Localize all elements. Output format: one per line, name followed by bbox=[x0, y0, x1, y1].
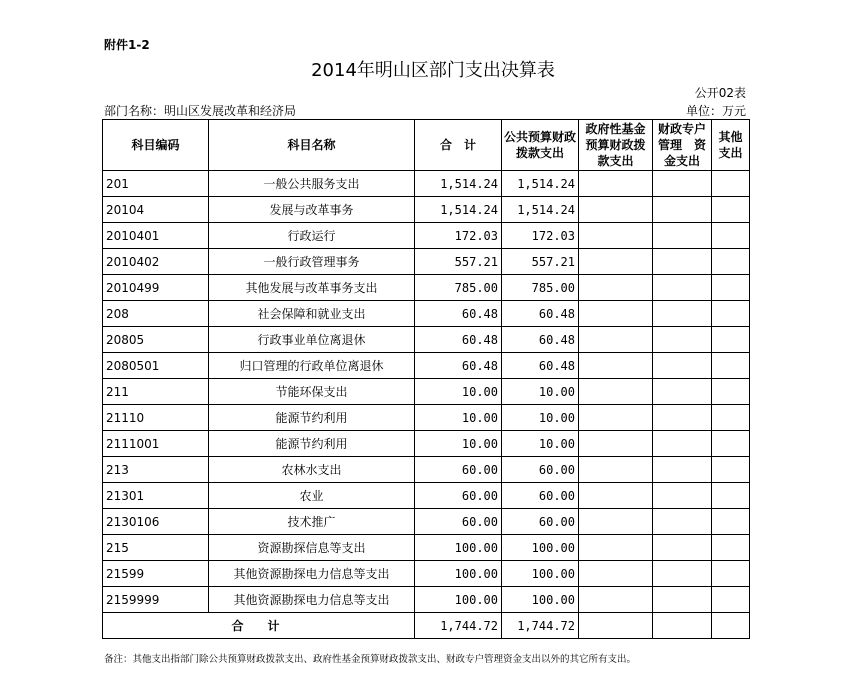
cell-total: 10.00 bbox=[415, 431, 502, 457]
cell-gov-fund bbox=[579, 431, 653, 457]
cell-total: 10.00 bbox=[415, 379, 502, 405]
cell-special bbox=[653, 249, 712, 275]
cell-public-budget: 100.00 bbox=[502, 561, 579, 587]
cell-code: 2010499 bbox=[103, 275, 209, 301]
cell-gov-fund bbox=[579, 457, 653, 483]
cell-gov-fund bbox=[579, 587, 653, 613]
table-row bbox=[103, 171, 750, 197]
cell-total: 60.48 bbox=[415, 327, 502, 353]
cell-name: 其他资源勘探电力信息等支出 bbox=[209, 587, 415, 613]
cell-code: 21301 bbox=[103, 483, 209, 509]
cell-code: 215 bbox=[103, 535, 209, 561]
cell-code: 21110 bbox=[103, 405, 209, 431]
form-number: 公开02表 bbox=[694, 86, 746, 100]
cell-name: 发展与改革事务 bbox=[209, 197, 415, 223]
cell-other bbox=[712, 197, 750, 223]
cell-gov-fund bbox=[579, 561, 653, 587]
table-row bbox=[103, 405, 750, 431]
cell-public-budget: 1,514.24 bbox=[502, 171, 579, 197]
cell-special bbox=[653, 535, 712, 561]
cell-other bbox=[712, 327, 750, 353]
cell-gov-fund bbox=[579, 249, 653, 275]
cell-other bbox=[712, 379, 750, 405]
expenditure-table bbox=[102, 119, 750, 639]
footnote: 备注：其他支出指部门除公共预算财政拨款支出、政府性基金预算财政拨款支出、财政专户管理资金支出以外的其它所有支出。 bbox=[104, 654, 637, 665]
cell-gov-fund bbox=[579, 405, 653, 431]
cell-name: 节能环保支出 bbox=[209, 379, 415, 405]
cell-public-budget: 60.48 bbox=[502, 353, 579, 379]
cell-name: 行政事业单位离退休 bbox=[209, 327, 415, 353]
total-label: 合 计 bbox=[103, 613, 415, 639]
cell-other bbox=[712, 457, 750, 483]
table-header-row bbox=[103, 120, 750, 171]
cell-code: 2130106 bbox=[103, 509, 209, 535]
cell-public-budget: 60.00 bbox=[502, 509, 579, 535]
table-row bbox=[103, 197, 750, 223]
table-row bbox=[103, 379, 750, 405]
cell-name: 一般行政管理事务 bbox=[209, 249, 415, 275]
cell-code: 2111001 bbox=[103, 431, 209, 457]
cell-other bbox=[712, 223, 750, 249]
table-row bbox=[103, 587, 750, 613]
cell-special bbox=[653, 197, 712, 223]
cell-total: 1,514.24 bbox=[415, 197, 502, 223]
cell-code: 211 bbox=[103, 379, 209, 405]
cell-public-budget: 100.00 bbox=[502, 587, 579, 613]
cell-other bbox=[712, 249, 750, 275]
cell-special bbox=[653, 353, 712, 379]
cell-other bbox=[712, 509, 750, 535]
table-row bbox=[103, 535, 750, 561]
cell-public-budget: 10.00 bbox=[502, 431, 579, 457]
total-value: 1,744.72 bbox=[415, 613, 502, 639]
cell-other bbox=[712, 431, 750, 457]
header-total: 合 计 bbox=[415, 120, 502, 171]
cell-gov-fund bbox=[579, 483, 653, 509]
cell-public-budget: 60.00 bbox=[502, 457, 579, 483]
cell-other bbox=[712, 483, 750, 509]
total-special bbox=[653, 613, 712, 639]
cell-special bbox=[653, 483, 712, 509]
cell-gov-fund bbox=[579, 197, 653, 223]
cell-other bbox=[712, 535, 750, 561]
table-row bbox=[103, 275, 750, 301]
cell-total: 100.00 bbox=[415, 587, 502, 613]
cell-other bbox=[712, 171, 750, 197]
cell-total: 100.00 bbox=[415, 561, 502, 587]
cell-public-budget: 557.21 bbox=[502, 249, 579, 275]
table-row bbox=[103, 353, 750, 379]
cell-name: 归口管理的行政单位离退休 bbox=[209, 353, 415, 379]
cell-other bbox=[712, 275, 750, 301]
cell-name: 其他资源勘探电力信息等支出 bbox=[209, 561, 415, 587]
cell-other bbox=[712, 405, 750, 431]
cell-total: 172.03 bbox=[415, 223, 502, 249]
cell-gov-fund bbox=[579, 509, 653, 535]
cell-total: 60.48 bbox=[415, 301, 502, 327]
table-row bbox=[103, 301, 750, 327]
cell-gov-fund bbox=[579, 301, 653, 327]
cell-code: 2010402 bbox=[103, 249, 209, 275]
cell-gov-fund bbox=[579, 223, 653, 249]
cell-code: 201 bbox=[103, 171, 209, 197]
cell-special bbox=[653, 561, 712, 587]
cell-public-budget: 10.00 bbox=[502, 379, 579, 405]
cell-special bbox=[653, 171, 712, 197]
cell-public-budget: 785.00 bbox=[502, 275, 579, 301]
table-row bbox=[103, 561, 750, 587]
total-row bbox=[103, 613, 750, 639]
unit-label: 单位：万元 bbox=[685, 104, 746, 118]
cell-special bbox=[653, 327, 712, 353]
cell-public-budget: 10.00 bbox=[502, 405, 579, 431]
cell-code: 21599 bbox=[103, 561, 209, 587]
cell-code: 2010401 bbox=[103, 223, 209, 249]
cell-public-budget: 60.48 bbox=[502, 301, 579, 327]
total-public-budget: 1,744.72 bbox=[502, 613, 579, 639]
cell-total: 60.48 bbox=[415, 353, 502, 379]
cell-name: 农业 bbox=[209, 483, 415, 509]
cell-special bbox=[653, 379, 712, 405]
page-title: 2014年明山区部门支出决算表 bbox=[311, 60, 555, 81]
cell-public-budget: 1,514.24 bbox=[502, 197, 579, 223]
header-public-budget: 公共预算财政拨款支出 bbox=[502, 120, 579, 171]
cell-total: 60.00 bbox=[415, 457, 502, 483]
header-gov-fund: 政府性基金预算财政拨款支出 bbox=[579, 120, 653, 171]
attachment-label: 附件1-2 bbox=[104, 38, 150, 52]
cell-name: 其他发展与改革事务支出 bbox=[209, 275, 415, 301]
table-body bbox=[103, 171, 750, 613]
table-row bbox=[103, 457, 750, 483]
cell-gov-fund bbox=[579, 379, 653, 405]
header-code: 科目编码 bbox=[103, 120, 209, 171]
cell-gov-fund bbox=[579, 275, 653, 301]
cell-special bbox=[653, 457, 712, 483]
cell-special bbox=[653, 223, 712, 249]
cell-code: 213 bbox=[103, 457, 209, 483]
table-row bbox=[103, 223, 750, 249]
cell-public-budget: 172.03 bbox=[502, 223, 579, 249]
cell-total: 100.00 bbox=[415, 535, 502, 561]
total-other bbox=[712, 613, 750, 639]
total-gov-fund bbox=[579, 613, 653, 639]
table-row bbox=[103, 249, 750, 275]
cell-special bbox=[653, 405, 712, 431]
cell-total: 60.00 bbox=[415, 509, 502, 535]
cell-code: 2159999 bbox=[103, 587, 209, 613]
cell-other bbox=[712, 353, 750, 379]
cell-special bbox=[653, 587, 712, 613]
cell-name: 一般公共服务支出 bbox=[209, 171, 415, 197]
cell-gov-fund bbox=[579, 353, 653, 379]
cell-gov-fund bbox=[579, 327, 653, 353]
cell-other bbox=[712, 561, 750, 587]
cell-name: 行政运行 bbox=[209, 223, 415, 249]
cell-special bbox=[653, 275, 712, 301]
cell-name: 能源节约利用 bbox=[209, 405, 415, 431]
cell-name: 技术推广 bbox=[209, 509, 415, 535]
table-row bbox=[103, 509, 750, 535]
cell-total: 60.00 bbox=[415, 483, 502, 509]
cell-special bbox=[653, 509, 712, 535]
cell-gov-fund bbox=[579, 535, 653, 561]
cell-code: 20104 bbox=[103, 197, 209, 223]
cell-total: 785.00 bbox=[415, 275, 502, 301]
cell-special bbox=[653, 301, 712, 327]
cell-code: 208 bbox=[103, 301, 209, 327]
cell-public-budget: 60.48 bbox=[502, 327, 579, 353]
cell-name: 资源勘探信息等支出 bbox=[209, 535, 415, 561]
cell-name: 能源节约利用 bbox=[209, 431, 415, 457]
cell-public-budget: 100.00 bbox=[502, 535, 579, 561]
cell-code: 20805 bbox=[103, 327, 209, 353]
department-label: 部门名称：明山区发展改革和经济局 bbox=[104, 104, 297, 118]
cell-other bbox=[712, 301, 750, 327]
table-row bbox=[103, 431, 750, 457]
header-other: 其他支出 bbox=[712, 120, 750, 171]
cell-special bbox=[653, 431, 712, 457]
cell-public-budget: 60.00 bbox=[502, 483, 579, 509]
cell-other bbox=[712, 587, 750, 613]
cell-name: 社会保障和就业支出 bbox=[209, 301, 415, 327]
cell-name: 农林水支出 bbox=[209, 457, 415, 483]
table-row bbox=[103, 327, 750, 353]
cell-gov-fund bbox=[579, 171, 653, 197]
table-row bbox=[103, 483, 750, 509]
cell-total: 10.00 bbox=[415, 405, 502, 431]
cell-total: 1,514.24 bbox=[415, 171, 502, 197]
cell-code: 2080501 bbox=[103, 353, 209, 379]
cell-total: 557.21 bbox=[415, 249, 502, 275]
header-special: 财政专户管理 资金支出 bbox=[653, 120, 712, 171]
header-name: 科目名称 bbox=[209, 120, 415, 171]
